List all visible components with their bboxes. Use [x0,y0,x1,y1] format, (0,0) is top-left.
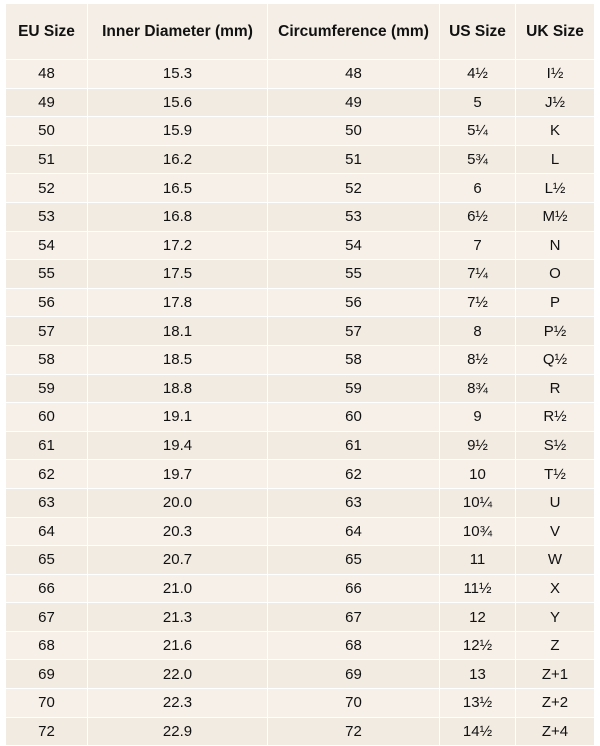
us-size-cell: 5¼ [440,117,516,146]
header-us-size: US Size [440,4,516,60]
inner-diameter-cell: 21.3 [88,603,268,632]
eu-size-cell: 51 [6,146,88,175]
circumference-cell: 70 [268,689,440,718]
table-row [6,489,594,518]
us-size-cell: 6 [440,174,516,203]
table-row [6,660,594,689]
circumference-cell: 63 [268,489,440,518]
us-size-cell: 8½ [440,346,516,375]
eu-size-cell: 58 [6,346,88,375]
us-size-cell: 7½ [440,289,516,318]
us-size-cell: 13½ [440,689,516,718]
us-size-cell: 9½ [440,432,516,461]
circumference-cell: 57 [268,317,440,346]
circumference-cell: 55 [268,260,440,289]
us-size-cell: 6½ [440,203,516,232]
eu-size-cell: 56 [6,289,88,318]
uk-size-cell: S½ [516,432,594,461]
circumference-cell: 51 [268,146,440,175]
eu-size-cell: 55 [6,260,88,289]
uk-size-cell: I½ [516,60,594,89]
inner-diameter-cell: 17.5 [88,260,268,289]
us-size-cell: 14½ [440,718,516,746]
table-row [6,460,594,489]
table-row [6,146,594,175]
us-size-cell: 5¾ [440,146,516,175]
eu-size-cell: 59 [6,375,88,404]
table-row [6,403,594,432]
us-size-cell: 11 [440,546,516,575]
uk-size-cell: Z+4 [516,718,594,746]
circumference-cell: 68 [268,632,440,661]
inner-diameter-cell: 16.5 [88,174,268,203]
circumference-cell: 56 [268,289,440,318]
table-row [6,518,594,547]
eu-size-cell: 63 [6,489,88,518]
uk-size-cell: O [516,260,594,289]
uk-size-cell: T½ [516,460,594,489]
us-size-cell: 9 [440,403,516,432]
eu-size-cell: 62 [6,460,88,489]
inner-diameter-cell: 17.2 [88,232,268,261]
inner-diameter-cell: 20.0 [88,489,268,518]
inner-diameter-cell: 19.1 [88,403,268,432]
eu-size-cell: 49 [6,89,88,118]
header-eu-size: EU Size [6,4,88,60]
uk-size-cell: X [516,575,594,604]
eu-size-cell: 68 [6,632,88,661]
inner-diameter-cell: 15.6 [88,89,268,118]
circumference-cell: 72 [268,718,440,746]
inner-diameter-cell: 18.5 [88,346,268,375]
inner-diameter-cell: 20.3 [88,518,268,547]
circumference-cell: 66 [268,575,440,604]
circumference-cell: 60 [268,403,440,432]
circumference-cell: 69 [268,660,440,689]
table-row [6,603,594,632]
inner-diameter-cell: 16.2 [88,146,268,175]
inner-diameter-cell: 22.0 [88,660,268,689]
table-row [6,289,594,318]
circumference-cell: 50 [268,117,440,146]
table-body [6,60,594,746]
eu-size-cell: 52 [6,174,88,203]
table-row [6,60,594,89]
us-size-cell: 10¾ [440,518,516,547]
uk-size-cell: V [516,518,594,547]
us-size-cell: 10 [440,460,516,489]
inner-diameter-cell: 22.9 [88,718,268,746]
uk-size-cell: U [516,489,594,518]
header-circumference: Circumference (mm) [268,4,440,60]
eu-size-cell: 72 [6,718,88,746]
us-size-cell: 8 [440,317,516,346]
uk-size-cell: Y [516,603,594,632]
eu-size-cell: 50 [6,117,88,146]
uk-size-cell: M½ [516,203,594,232]
table-row [6,203,594,232]
table-row [6,546,594,575]
uk-size-cell: Z [516,632,594,661]
us-size-cell: 5 [440,89,516,118]
circumference-cell: 58 [268,346,440,375]
table-row [6,432,594,461]
inner-diameter-cell: 21.6 [88,632,268,661]
table-row [6,260,594,289]
table-row [6,89,594,118]
eu-size-cell: 57 [6,317,88,346]
table-row [6,689,594,718]
uk-size-cell: L½ [516,174,594,203]
us-size-cell: 11½ [440,575,516,604]
us-size-cell: 10¼ [440,489,516,518]
us-size-cell: 12 [440,603,516,632]
us-size-cell: 7 [440,232,516,261]
uk-size-cell: W [516,546,594,575]
uk-size-cell: R½ [516,403,594,432]
table-row [6,632,594,661]
inner-diameter-cell: 22.3 [88,689,268,718]
eu-size-cell: 65 [6,546,88,575]
table-header [6,4,594,60]
inner-diameter-cell: 16.8 [88,203,268,232]
table-row [6,575,594,604]
eu-size-cell: 61 [6,432,88,461]
eu-size-cell: 64 [6,518,88,547]
us-size-cell: 8¾ [440,375,516,404]
us-size-cell: 12½ [440,632,516,661]
uk-size-cell: P [516,289,594,318]
table-row [6,174,594,203]
header-inner-diameter: Inner Diameter (mm) [88,4,268,60]
us-size-cell: 7¼ [440,260,516,289]
inner-diameter-cell: 19.7 [88,460,268,489]
uk-size-cell: Z+2 [516,689,594,718]
uk-size-cell: N [516,232,594,261]
circumference-cell: 62 [268,460,440,489]
uk-size-cell: R [516,375,594,404]
circumference-cell: 53 [268,203,440,232]
uk-size-cell: L [516,146,594,175]
table-row [6,232,594,261]
eu-size-cell: 60 [6,403,88,432]
circumference-cell: 64 [268,518,440,547]
circumference-cell: 49 [268,89,440,118]
circumference-cell: 65 [268,546,440,575]
eu-size-cell: 48 [6,60,88,89]
circumference-cell: 48 [268,60,440,89]
inner-diameter-cell: 17.8 [88,289,268,318]
table-row [6,317,594,346]
circumference-cell: 52 [268,174,440,203]
inner-diameter-cell: 20.7 [88,546,268,575]
eu-size-cell: 66 [6,575,88,604]
eu-size-cell: 67 [6,603,88,632]
uk-size-cell: Q½ [516,346,594,375]
us-size-cell: 4½ [440,60,516,89]
table-row [6,117,594,146]
inner-diameter-cell: 21.0 [88,575,268,604]
circumference-cell: 59 [268,375,440,404]
uk-size-cell: Z+1 [516,660,594,689]
uk-size-cell: K [516,117,594,146]
circumference-cell: 67 [268,603,440,632]
inner-diameter-cell: 18.1 [88,317,268,346]
uk-size-cell: J½ [516,89,594,118]
eu-size-cell: 69 [6,660,88,689]
eu-size-cell: 53 [6,203,88,232]
eu-size-cell: 70 [6,689,88,718]
table-row [6,375,594,404]
uk-size-cell: P½ [516,317,594,346]
inner-diameter-cell: 19.4 [88,432,268,461]
eu-size-cell: 54 [6,232,88,261]
circumference-cell: 54 [268,232,440,261]
header-row [6,4,594,60]
inner-diameter-cell: 15.3 [88,60,268,89]
header-uk-size: UK Size [516,4,594,60]
table-row [6,346,594,375]
table-row [6,718,594,746]
us-size-cell: 13 [440,660,516,689]
ring-size-table [6,4,594,746]
inner-diameter-cell: 18.8 [88,375,268,404]
inner-diameter-cell: 15.9 [88,117,268,146]
circumference-cell: 61 [268,432,440,461]
